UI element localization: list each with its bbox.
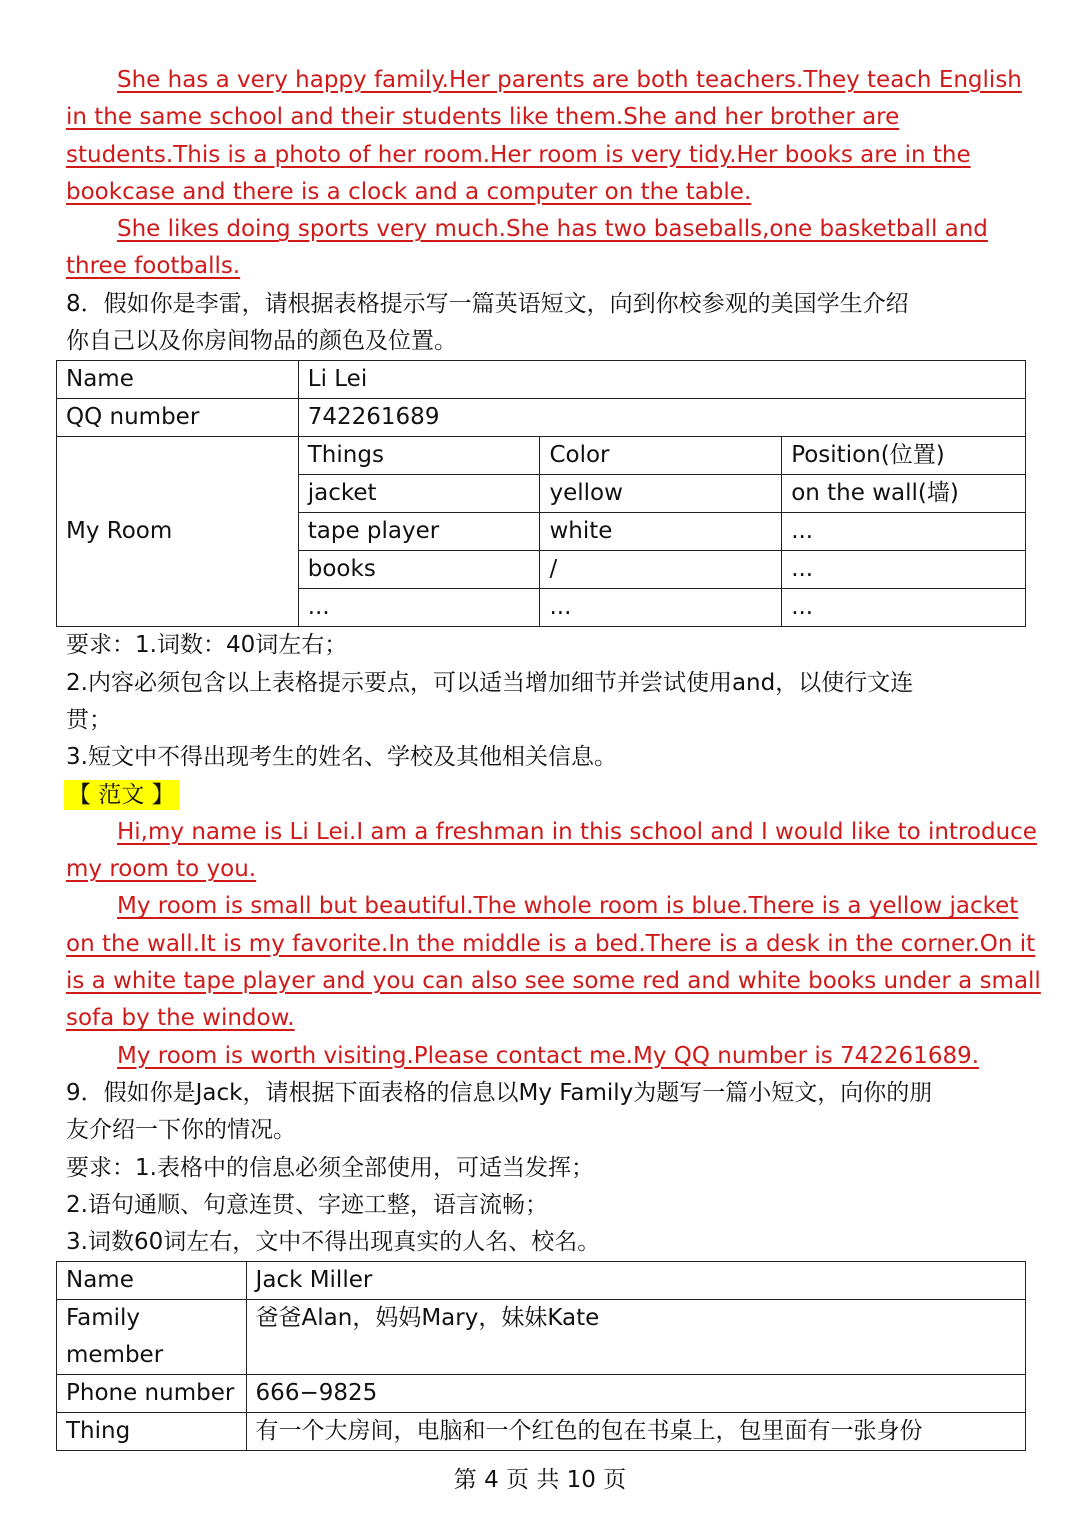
- essay-line: [66, 851, 1026, 888]
- essay-text: She likes doing sports very much.She has two baseballs,one basketball and: [117, 216, 988, 243]
- question-8: [66, 286, 1041, 1075]
- table-row: [57, 1375, 1026, 1413]
- table-row: [57, 1262, 1026, 1300]
- li-lei-info-table: [56, 360, 1026, 627]
- table-cell: ...: [782, 551, 1026, 589]
- essay-line: [66, 888, 1026, 925]
- page-footer: 第 4 页 共 10 页: [453, 1467, 627, 1493]
- page-content: [66, 62, 1041, 1451]
- essay-line: [66, 1038, 1026, 1075]
- table-row: [57, 437, 1026, 475]
- essay-text: sofa by the window.: [66, 1005, 295, 1032]
- requirement-line: 要求：1.词数：40词左右；: [66, 632, 348, 659]
- table-value-cell: 742261689: [298, 399, 1025, 437]
- essay-text: in the same school and their students like them.She and her brother are: [66, 104, 900, 131]
- table-label-cell: Thing: [57, 1413, 247, 1451]
- table-label-cell: Family member: [57, 1300, 247, 1375]
- table-header-cell: Color: [540, 437, 782, 475]
- essay-text: my room to you.: [66, 856, 257, 883]
- model-answer-label: 【 范文 】: [64, 780, 179, 810]
- essay-line: [66, 99, 1026, 136]
- table-value-cell: 666−9825: [246, 1375, 1025, 1413]
- question-9: [66, 1075, 1026, 1451]
- table-label-cell: Phone number: [57, 1375, 247, 1413]
- essay-line: [66, 137, 1026, 174]
- essay-line: [66, 211, 1026, 248]
- table-row: [57, 361, 1026, 399]
- requirement-line: 3.短文中不得出现考生的姓名、学校及其他相关信息。: [66, 744, 617, 771]
- table-cell: jacket: [298, 475, 540, 513]
- question-8-prompt-line: 8．假如你是李雷，请根据表格提示写一篇英语短文，向到你校参观的美国学生介绍: [66, 290, 909, 317]
- table-cell: ...: [782, 513, 1026, 551]
- table-header-cell: Things: [298, 437, 540, 475]
- table-cell: ...: [540, 589, 782, 627]
- table-value-cell: Li Lei: [298, 361, 1025, 399]
- table-header-cell: Position(位置): [782, 437, 1026, 475]
- essay-text: My room is small but beautiful.The whole room is blue.There is a yellow jacket: [117, 893, 1019, 920]
- table-cell: on the wall(墙): [782, 475, 1026, 513]
- essay-text: is a white tape player and you can also see some red and white books under a small: [66, 968, 1041, 995]
- model-answer-8: [66, 814, 1041, 1075]
- question-9-prompt-line: 2.语句通顺、句意连贯、字迹工整，语言流畅；: [66, 1191, 548, 1218]
- essay-line: [66, 963, 1041, 1000]
- table-cell: yellow: [540, 475, 782, 513]
- essay-text: bookcase and there is a clock and a computer on the table.: [66, 178, 752, 205]
- table-row: [57, 399, 1026, 437]
- essay-7: [66, 62, 1026, 286]
- essay-line: [66, 1000, 1026, 1037]
- requirement-line: 2.内容必须包含以上表格提示要点，可以适当增加细节并尝试使用and，以使行文连: [66, 669, 914, 696]
- essay-line: [66, 62, 1026, 99]
- my-room-label-cell: My Room: [57, 437, 299, 627]
- essay-text: on the wall.It is my favorite.In the middle is a bed.There is a desk in the corner.On it: [66, 930, 1036, 957]
- essay-text: She has a very happy family.Her parents are both teachers.They teach English: [117, 67, 1022, 93]
- table-cell: ...: [298, 589, 540, 627]
- table-label-cell: QQ number: [57, 399, 299, 437]
- table-cell: ...: [782, 589, 1026, 627]
- table-label-cell: Name: [57, 361, 299, 399]
- question-9-prompt-line: 要求：1.表格中的信息必须全部使用，可适当发挥；: [66, 1154, 594, 1181]
- requirement-line: 贯；: [66, 706, 112, 733]
- essay-text: Hi,my name is Li Lei.I am a freshman in this school and I would like to introduce: [117, 818, 1037, 845]
- table-value-cell: 有一个大房间，电脑和一个红色的包在书桌上，包里面有一张身份: [246, 1413, 1025, 1451]
- essay-line: [66, 174, 1026, 211]
- table-cell: books: [298, 551, 540, 589]
- table-cell: white: [540, 513, 782, 551]
- table-row: [57, 1413, 1026, 1451]
- essay-line: [66, 926, 1036, 963]
- table-cell: /: [540, 551, 782, 589]
- essay-line: [66, 814, 1037, 851]
- essay-text: My room is worth visiting.Please contact me.My QQ number is 742261689.: [117, 1042, 980, 1069]
- question-8-prompt-line: 你自己以及你房间物品的颜色及位置。: [66, 328, 457, 355]
- table-value-cell: Jack Miller: [246, 1262, 1025, 1300]
- model-answer-label-line: [66, 777, 1026, 814]
- table-cell: tape player: [298, 513, 540, 551]
- essay-text: students.This is a photo of her room.Her room is very tidy.Her books are in the: [66, 141, 971, 168]
- jack-family-table: [56, 1261, 1026, 1451]
- table-value-cell: 爸爸Alan，妈妈Mary，妹妹Kate: [246, 1300, 1025, 1375]
- question-9-prompt-line: 9．假如你是Jack，请根据下面表格的信息以My Family为题写一篇小短文，向你的朋: [66, 1079, 933, 1106]
- question-9-prompt-line: 友介绍一下你的情况。: [66, 1117, 296, 1144]
- table-row: [57, 1300, 1026, 1375]
- table-label-cell: Name: [57, 1262, 247, 1300]
- essay-line: [66, 248, 1026, 285]
- essay-text: three footballs.: [66, 253, 241, 280]
- question-9-prompt-line: 3.词数60词左右，文中不得出现真实的人名、校名。: [66, 1229, 601, 1256]
